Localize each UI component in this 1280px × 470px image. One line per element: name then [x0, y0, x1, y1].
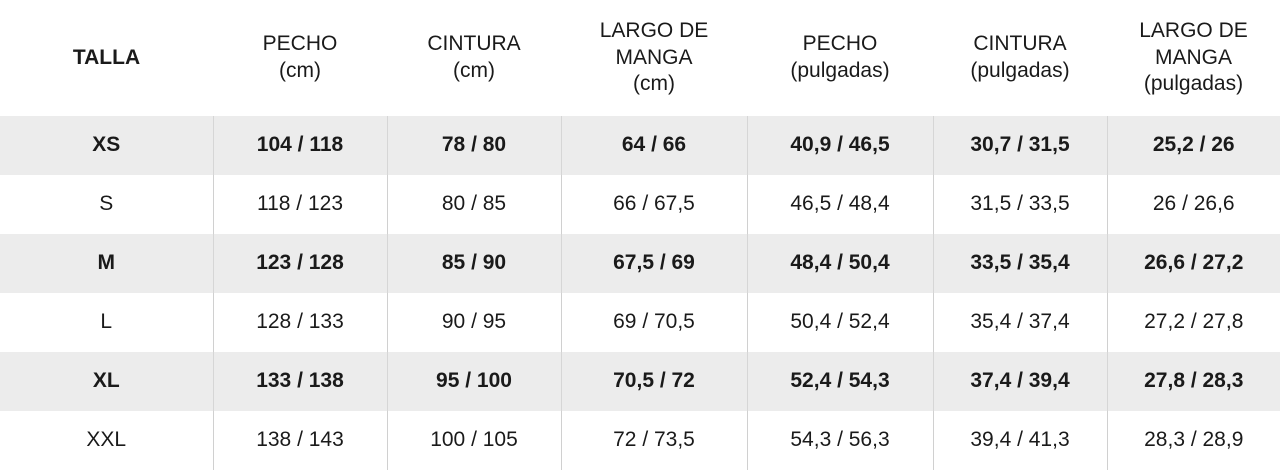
column-header-line2: (pulgadas) [970, 59, 1070, 82]
cell-pecho-pulgadas: 46,5 / 48,4 [747, 175, 933, 234]
column-header-talla [0, 0, 213, 116]
cell-pecho-cm: 123 / 128 [213, 234, 387, 293]
cell-size: XXL [0, 411, 213, 470]
column-header-line2: (pulgadas) [790, 59, 890, 82]
cell-cintura-pulgadas: 35,4 / 37,4 [933, 293, 1107, 352]
cell-cintura-pulgadas: 37,4 / 39,4 [933, 352, 1107, 411]
column-header-cintura-cm [387, 0, 561, 116]
cell-cintura-cm: 80 / 85 [387, 175, 561, 234]
table-row [0, 175, 1280, 234]
cell-cintura-cm: 85 / 90 [387, 234, 561, 293]
column-header-line2: (cm) [279, 59, 321, 82]
table-body [0, 116, 1280, 470]
column-header-line2: (pulgadas) [1143, 72, 1244, 96]
cell-largo-manga-cm: 70,5 / 72 [561, 352, 747, 411]
column-header-pecho-pulgadas [747, 0, 933, 116]
cell-pecho-cm: 104 / 118 [213, 116, 387, 175]
cell-size: XL [0, 352, 213, 411]
column-header-largo-manga-cm [561, 0, 747, 116]
column-header-cintura-pulgadas [933, 0, 1107, 116]
column-header-line1: CINTURA [427, 32, 521, 56]
cell-largo-manga-pulgadas: 25,2 / 26 [1107, 116, 1280, 175]
table-header [0, 0, 1280, 116]
cell-pecho-cm: 138 / 143 [213, 411, 387, 470]
cell-pecho-cm: 128 / 133 [213, 293, 387, 352]
cell-size: XS [0, 116, 213, 175]
cell-largo-manga-cm: 67,5 / 69 [561, 234, 747, 293]
cell-pecho-cm: 118 / 123 [213, 175, 387, 234]
column-header-line1: LARGO DE MANGA [599, 18, 709, 69]
column-header-largo-manga-pulgadas [1107, 0, 1280, 116]
table-row [0, 116, 1280, 175]
cell-cintura-pulgadas: 30,7 / 31,5 [933, 116, 1107, 175]
cell-cintura-pulgadas: 31,5 / 33,5 [933, 175, 1107, 234]
cell-size: L [0, 293, 213, 352]
cell-cintura-cm: 78 / 80 [387, 116, 561, 175]
cell-pecho-pulgadas: 40,9 / 46,5 [747, 116, 933, 175]
cell-largo-manga-cm: 69 / 70,5 [561, 293, 747, 352]
cell-largo-manga-pulgadas: 26 / 26,6 [1107, 175, 1280, 234]
cell-pecho-pulgadas: 52,4 / 54,3 [747, 352, 933, 411]
cell-cintura-pulgadas: 33,5 / 35,4 [933, 234, 1107, 293]
column-header-pecho-cm [213, 0, 387, 116]
column-header-line2: (cm) [453, 59, 495, 82]
column-header-line2: (cm) [633, 72, 675, 96]
table-row [0, 411, 1280, 470]
cell-cintura-cm: 95 / 100 [387, 352, 561, 411]
cell-cintura-cm: 100 / 105 [387, 411, 561, 470]
cell-pecho-cm: 133 / 138 [213, 352, 387, 411]
cell-largo-manga-pulgadas: 27,8 / 28,3 [1107, 352, 1280, 411]
column-header-line1: LARGO DE MANGA [1139, 18, 1248, 69]
table-row [0, 293, 1280, 352]
column-header-line1: PECHO [802, 32, 878, 56]
cell-pecho-pulgadas: 48,4 / 50,4 [747, 234, 933, 293]
cell-size: S [0, 175, 213, 234]
column-header-line1: PECHO [262, 32, 338, 56]
column-header-line1: TALLA [72, 45, 141, 69]
cell-cintura-cm: 90 / 95 [387, 293, 561, 352]
cell-size: M [0, 234, 213, 293]
table-row [0, 352, 1280, 411]
cell-largo-manga-pulgadas: 28,3 / 28,9 [1107, 411, 1280, 470]
cell-cintura-pulgadas: 39,4 / 41,3 [933, 411, 1107, 470]
cell-largo-manga-cm: 66 / 67,5 [561, 175, 747, 234]
cell-largo-manga-cm: 64 / 66 [561, 116, 747, 175]
cell-largo-manga-pulgadas: 27,2 / 27,8 [1107, 293, 1280, 352]
table-header-row [0, 0, 1280, 116]
cell-largo-manga-pulgadas: 26,6 / 27,2 [1107, 234, 1280, 293]
cell-largo-manga-cm: 72 / 73,5 [561, 411, 747, 470]
cell-pecho-pulgadas: 50,4 / 52,4 [747, 293, 933, 352]
table-row [0, 234, 1280, 293]
column-header-line1: CINTURA [973, 32, 1067, 56]
cell-pecho-pulgadas: 54,3 / 56,3 [747, 411, 933, 470]
